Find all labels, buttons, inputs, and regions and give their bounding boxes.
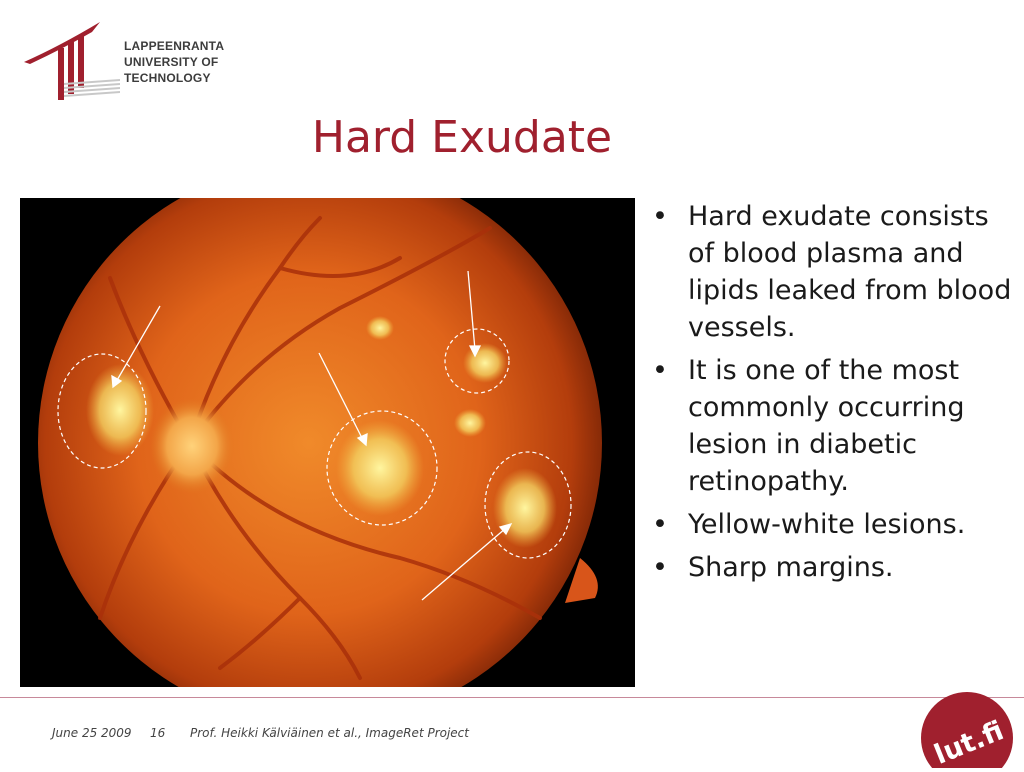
university-name-line2: UNIVERSITY OF TECHNOLOGY xyxy=(124,55,219,85)
footer-page-number: 16 xyxy=(150,726,166,740)
bullet-item: • It is one of the most commonly occurring lesion in diabetic retinopathy. xyxy=(648,352,1018,500)
bullet-item: • Sharp margins. xyxy=(648,549,1018,586)
bullet-item: • Hard exudate consists of blood plasma and lipids leaked from blood vessels. xyxy=(648,198,1018,346)
slide-title: Hard Exudate xyxy=(311,112,613,163)
retina-fundus-image xyxy=(20,198,635,687)
footer-date: June 25 2009 xyxy=(52,726,132,740)
footer-credit: Prof. Heikki Kälviäinen et al., ImageRet Project xyxy=(190,726,469,740)
lut-fi-badge-text: lut.fi xyxy=(930,715,1009,768)
bullet-list xyxy=(648,198,1018,592)
university-name-line1: LAPPEENRANTA xyxy=(124,39,225,53)
university-logo xyxy=(20,18,300,108)
lut-fi-badge xyxy=(915,690,1015,768)
bullet-item: • Yellow-white lesions. xyxy=(648,506,1018,543)
university-logo-mark xyxy=(20,18,120,108)
university-name xyxy=(124,38,300,86)
footer-divider xyxy=(0,697,1024,698)
